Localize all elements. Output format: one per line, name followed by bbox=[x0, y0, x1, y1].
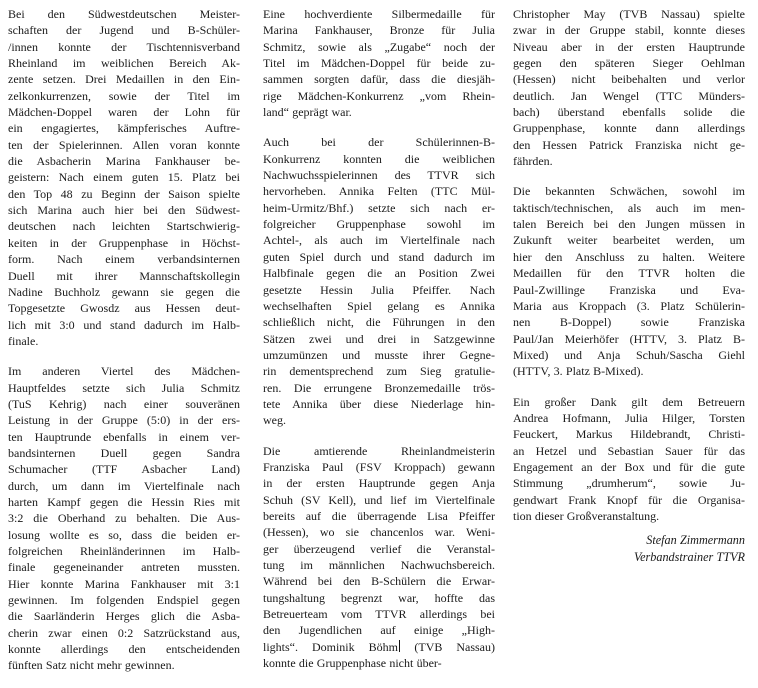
text-line: bandsinternen Duell gegen Sandra bbox=[8, 445, 240, 460]
text-line: Duell mit ihrer Mannschaftskollegin bbox=[8, 268, 240, 283]
text-line: den Hessen Patrick Franziska nicht ge- bbox=[513, 137, 745, 152]
text-line: zente setzen. Drei Medaillen in den Ein- bbox=[8, 72, 240, 87]
text-line: geistern: Nach einem guten 15. Platz bei bbox=[8, 170, 240, 185]
signature bbox=[513, 532, 745, 565]
text-line: heim-Urmitz/Bhf.) setzte sich nach er- bbox=[263, 200, 495, 215]
text-line: finale. bbox=[8, 333, 39, 348]
text-line: Während bei den B-Schülern die Erwar- bbox=[263, 574, 495, 589]
text-line: fünften Satz nicht mehr gewinnen. bbox=[8, 658, 175, 673]
text-line: Die amtierende Rheinlandmeisterin bbox=[263, 443, 495, 458]
text-line: Mixed) und Anja Schuh/Sascha Giehl bbox=[513, 347, 745, 362]
text-line: 3:2 die Oberhand zu behalten. Die Aus- bbox=[8, 511, 240, 526]
text-line: bereits auf die überragende Lisa Pfeiffer bbox=[263, 508, 495, 523]
paragraph bbox=[263, 6, 495, 120]
text-line: gewinnen. Im folgenden Endspiel gegen bbox=[8, 593, 240, 608]
text-line: Titel im Mädchen-Doppel für beide zu- bbox=[263, 56, 495, 71]
text-line: /innen konnte der Tischtennisverband bbox=[8, 39, 240, 54]
text-line: durch, um dann im Viertelfinale nach bbox=[8, 478, 240, 493]
text-line: Nadine Buchholz gewann sie gegen die bbox=[8, 284, 240, 299]
text-line: Verbandstrainer TTVR bbox=[634, 549, 745, 564]
text-line: ren. Die errungene Bronzemedaille trös- bbox=[263, 380, 495, 395]
text-line: hervorheben. Annika Felten (TTC Mül- bbox=[263, 184, 495, 199]
text-line: Eine hochverdiente Silbermedaille für bbox=[263, 7, 495, 21]
text-line: gesetzte Hessin Julia Pfeiffer. Nach bbox=[263, 282, 495, 297]
text-line: guten Spiel durch und stand dadurch im bbox=[263, 249, 495, 264]
text-line: Zukunft weiter bearbeitet werden, um bbox=[513, 233, 745, 248]
text-line: zwar in der Gruppe stabil, konnte dieses bbox=[513, 23, 745, 38]
text-line: Schmitz, sowie als „Zugabe“ noch der bbox=[263, 39, 495, 54]
text-line: Die bekannten Schwächen, sowohl im bbox=[513, 184, 745, 199]
text-line: Ein großer Dank gilt dem Betreuern bbox=[513, 394, 745, 409]
text-line: Niveau aber in der ersten Hauptrunde bbox=[513, 39, 745, 54]
column-1 bbox=[8, 6, 240, 688]
text-line: die Asbacherin Marina Fankhauser be- bbox=[8, 154, 240, 169]
text-line: ten Hauptrunde ebenfalls in einem ver- bbox=[8, 429, 240, 444]
text-line: die Saarländerin Herges glich die Asba- bbox=[8, 609, 240, 624]
text-line: Medaillen für den TTVR holten die bbox=[513, 266, 745, 281]
text-line: deutschen nach leichten Startschwierig- bbox=[8, 219, 240, 234]
text-line: Stimmung „drumherum“, sowie Ju- bbox=[513, 476, 745, 491]
text-line: (Hessen), wo sie chancenlos war. Weni- bbox=[263, 525, 495, 540]
text-line: harten Kampf gegen die Hessin Ries mit bbox=[8, 494, 240, 509]
text-line: Mädchen-Doppel waren der Lohn für bbox=[8, 105, 240, 120]
text-line: Stefan Zimmermann bbox=[646, 533, 745, 548]
text-line: deutlich. Jan Wengel (TTC Münders- bbox=[513, 88, 745, 103]
text-line: rige Mädchen-Konkurrenz „vom Rhein- bbox=[263, 88, 495, 103]
text-line: wechselhaften Spiel gelang es Annika bbox=[263, 298, 495, 313]
text-line: ger überzeugend verlief die Veranstal- bbox=[263, 541, 495, 556]
text-line: Bei den Südwestdeutschen Meister- bbox=[8, 7, 240, 21]
text-line: Auch bei der Schülerinnen-B- bbox=[263, 135, 495, 150]
paragraph bbox=[513, 183, 745, 379]
text-line: den Top 48 zu Beginn der Saison spielte bbox=[8, 186, 240, 201]
text-line: gendwart Frank Knopf für die Organisa- bbox=[513, 492, 745, 507]
text-line: talen Bereich bei den Jungen müssen in bbox=[513, 217, 745, 232]
text-line: (TuS Kehrig) nach einer souveränen bbox=[8, 396, 240, 411]
text-line: Hier konnte Marina Fankhauser mit 3:1 bbox=[8, 576, 240, 591]
text-line: Halbfinale gegen die an Position Zwei bbox=[263, 266, 495, 281]
text-line: Gruppenphase, konnte dann allerdings bbox=[513, 121, 745, 136]
text-line: Maria aus Kroppach (3. Platz Schülerin- bbox=[513, 298, 745, 313]
text-line: (Hessen) nicht beibehalten und verlor bbox=[513, 72, 745, 87]
text-line: folgreichen Rheinländerinnen im Halb- bbox=[8, 544, 240, 558]
text-line: Konkurrenz konnten die weiblichen bbox=[263, 151, 495, 166]
text-line: Leistung in der Gruppe (5:0) in der ers- bbox=[8, 413, 240, 428]
text-line: tungshaltung begrenzt war, hoffte das bbox=[263, 590, 495, 605]
text-line: bach) überstand ebenfalls solide die bbox=[513, 105, 745, 120]
text-line: Marina Fankhauser, Bronze für Julia bbox=[263, 23, 495, 38]
text-line: nen B-Doppel) sowie Franziska bbox=[513, 315, 745, 330]
text-line: fährden. bbox=[513, 154, 553, 169]
text-line: tion dieser Großveranstaltung. bbox=[513, 508, 660, 523]
text-line: in der ersten Hauptrunde gegen Anja bbox=[263, 476, 495, 491]
text-line: Christopher May (TVB Nassau) spielte bbox=[513, 7, 745, 21]
text-line: den Jugendlichen auf einige „High- bbox=[263, 623, 495, 638]
text-line: schaften der Jugend und B-Schüler- bbox=[8, 23, 240, 38]
paragraph bbox=[8, 363, 240, 674]
text-line: Achtel-, als auch im Viertelfinale nach bbox=[263, 233, 495, 248]
text-line: tete Annika über diese Niederlage hin- bbox=[263, 396, 495, 411]
text-line: Schuh (SV Kell), und lief im Viertelfinale bbox=[263, 492, 495, 507]
text-line: Sätzen zwei und drei in Satzgewinne bbox=[263, 331, 495, 346]
text-line: land“ geprägt war. bbox=[263, 105, 352, 120]
text-line: Hauptfeldes setzte sich Julia Schmitz bbox=[8, 380, 240, 395]
paragraph bbox=[8, 6, 240, 349]
text-line: finale gegeneinander antreten mussten. bbox=[8, 560, 240, 575]
text-line: Topgesetzte Gwosdz aus Hessen deut- bbox=[8, 301, 240, 316]
text-line: Feuckert, Markus Hildebrandt, Christi- bbox=[513, 427, 745, 442]
paragraph bbox=[513, 394, 745, 525]
text-line: sich Marina auch hier bei den Südwest- bbox=[8, 203, 240, 218]
text-line: taktisch/technischen, als auch im men- bbox=[513, 200, 745, 215]
text-line: keiten in der Gruppenphase in Höchst- bbox=[8, 235, 240, 250]
column-2 bbox=[263, 6, 495, 685]
text-line: Engagement an der Box und für die gute bbox=[513, 459, 745, 474]
text-line: hier den Anschluss zu halten. Weitere bbox=[513, 249, 745, 264]
text-line: losung wollte es so, dass die beiden er- bbox=[8, 527, 240, 542]
text-line: Im anderen Viertel des Mädchen- bbox=[8, 364, 240, 379]
text-line: folgreicher Gruppenphase sowohl im bbox=[263, 217, 495, 232]
paragraph bbox=[263, 443, 495, 672]
text-line: lich mit 3:0 und stand dadurch im Halb- bbox=[8, 317, 240, 332]
text-line: Rheinland im weiblichen Bereich Ak- bbox=[8, 56, 240, 71]
paragraph bbox=[513, 6, 745, 169]
text-line: zelkonkurrenzen, sowie der Titel im bbox=[8, 88, 240, 103]
text-line: umzumünzen und musste ihrer Gegne- bbox=[263, 347, 495, 362]
text-line: ein engagiertes, kämpferisches Auftre- bbox=[8, 121, 240, 136]
text-line: an Hetzel und Sebastian Sauer für das bbox=[513, 443, 745, 458]
text-line: ten der Spielerinnen. Allen voran konnte bbox=[8, 137, 240, 152]
text-line: weg. bbox=[263, 413, 286, 428]
text-line: Betreuerteam vom TTVR allerdings bei bbox=[263, 607, 495, 622]
text-line: Paul/Jan Meierhöfer (HTTV, 3. Platz B- bbox=[513, 331, 745, 346]
paragraph bbox=[263, 134, 495, 428]
text-line: konnte die Gruppenphase nicht über- bbox=[263, 656, 442, 671]
text-cursor bbox=[399, 640, 401, 652]
text-line: Paul-Zwillinge Franziska und Eva- bbox=[513, 282, 745, 297]
text-line: konnte allerdings den entscheidenden bbox=[8, 642, 240, 657]
text-line: Schumacher (TTF Asbacher Land) bbox=[8, 462, 240, 477]
text-line: rin dementsprechend zum Sieg gratulie- bbox=[263, 364, 495, 379]
text-line: (HTTV, 3. Platz B-Mixed). bbox=[513, 364, 644, 379]
text-line: Nachwuchsspielerinnen des TTVR sich bbox=[263, 168, 495, 183]
text-line: schließlich nicht, die Führungen in den bbox=[263, 315, 495, 330]
text-line: sammen sorgten dafür, dass die diesjäh- bbox=[263, 72, 495, 87]
text-line: form. Nach einem verbandsinternen bbox=[8, 252, 240, 267]
text-line: tung im männlichen Nachwuchsbereich. bbox=[263, 558, 495, 572]
text-line: Andrea Hofmann, Julia Hilger, Torsten bbox=[513, 410, 745, 425]
text-line: gegen den späteren Sieger Oehlman bbox=[513, 56, 745, 71]
text-line: lights“. Dominik Böhm (TVB Nassau) bbox=[263, 639, 495, 654]
text-line: cherin zwar einen 0:2 Satzrückstand aus, bbox=[8, 625, 240, 640]
column-3 bbox=[513, 6, 745, 579]
text-line: Franziska Paul (FSV Kroppach) gewann bbox=[263, 459, 495, 474]
